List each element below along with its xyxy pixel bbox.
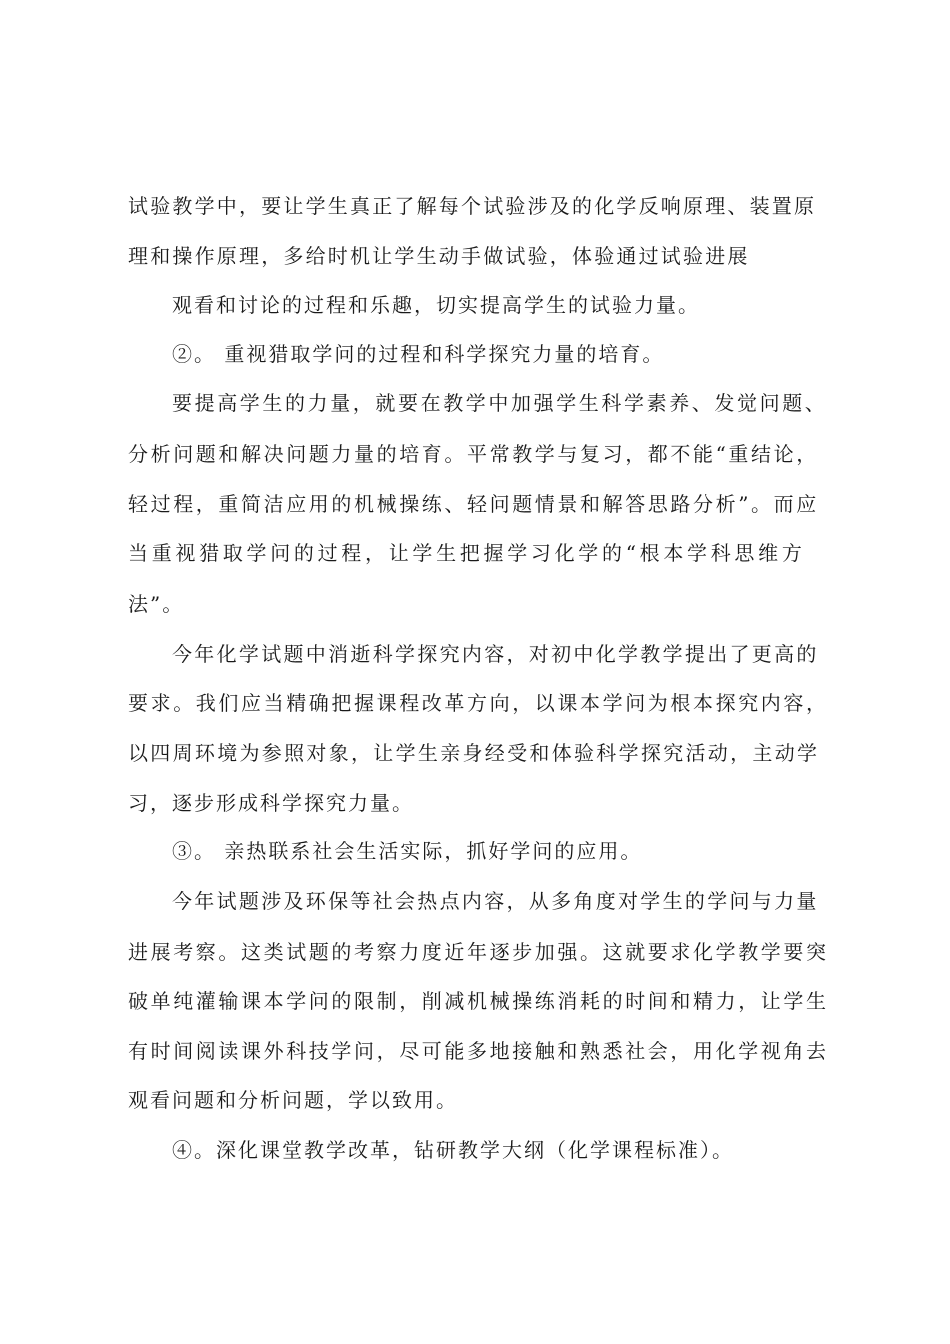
text-line: 以四周环境为参照对象，让学生亲身经受和体验科学探究活动，主动学 <box>128 741 820 765</box>
section-heading: ③。 亲热联系社会生活实际，抓好学问的应用。 <box>172 839 643 863</box>
text-line: 当重视猎取学问的过程，让学生把握学习化学的“根本学科思维方 <box>128 541 806 565</box>
section-heading: ④。深化课堂教学改革，钻研教学大纲（化学课程标准）。 <box>172 1138 734 1162</box>
text-line: 观看和讨论的过程和乐趣，切实提高学生的试验力量。 <box>172 293 700 317</box>
text-line: 要求。我们应当精确把握课程改革方向，以课本学问为根本探究内容， <box>128 691 829 715</box>
text-line: 法”。 <box>128 592 185 616</box>
text-line: 习，逐步形成科学探究力量。 <box>128 791 414 815</box>
section-heading: ②。 重视猎取学问的过程和科学探究力量的培育。 <box>172 342 665 366</box>
text-line: 今年化学试题中消逝科学探究内容，对初中化学教学提出了更高的 <box>172 642 819 666</box>
text-line: 轻过程，重简洁应用的机械操练、轻问题情景和解答思路分析”。而应 <box>128 492 819 516</box>
text-line: 理和操作原理，多给时机让学生动手做试验，体验通过试验进展 <box>128 244 750 268</box>
text-line: 今年试题涉及环保等社会热点内容，从多角度对学生的学问与力量 <box>172 889 819 913</box>
text-line: 进展考察。这类试题的考察力度近年逐步加强。这就要求化学教学要突 <box>128 940 829 964</box>
text-line: 分析问题和解决问题力量的培育。平常教学与复习，都不能“重结论， <box>128 442 819 466</box>
text-line: 有时间阅读课外科技学问，尽可能多地接触和熟悉社会，用化学视角去 <box>128 1039 829 1063</box>
text-line: 要提高学生的力量，就要在教学中加强学生科学素养、发觉问题、 <box>172 391 828 415</box>
text-line: 试验教学中，要让学生真正了解每个试验涉及的化学反响原理、装置原 <box>128 194 817 218</box>
text-line: 观看问题和分析问题，学以致用。 <box>128 1088 458 1112</box>
text-line: 破单纯灌输课本学问的限制，削减机械操练消耗的时间和精力，让学生 <box>128 989 829 1013</box>
